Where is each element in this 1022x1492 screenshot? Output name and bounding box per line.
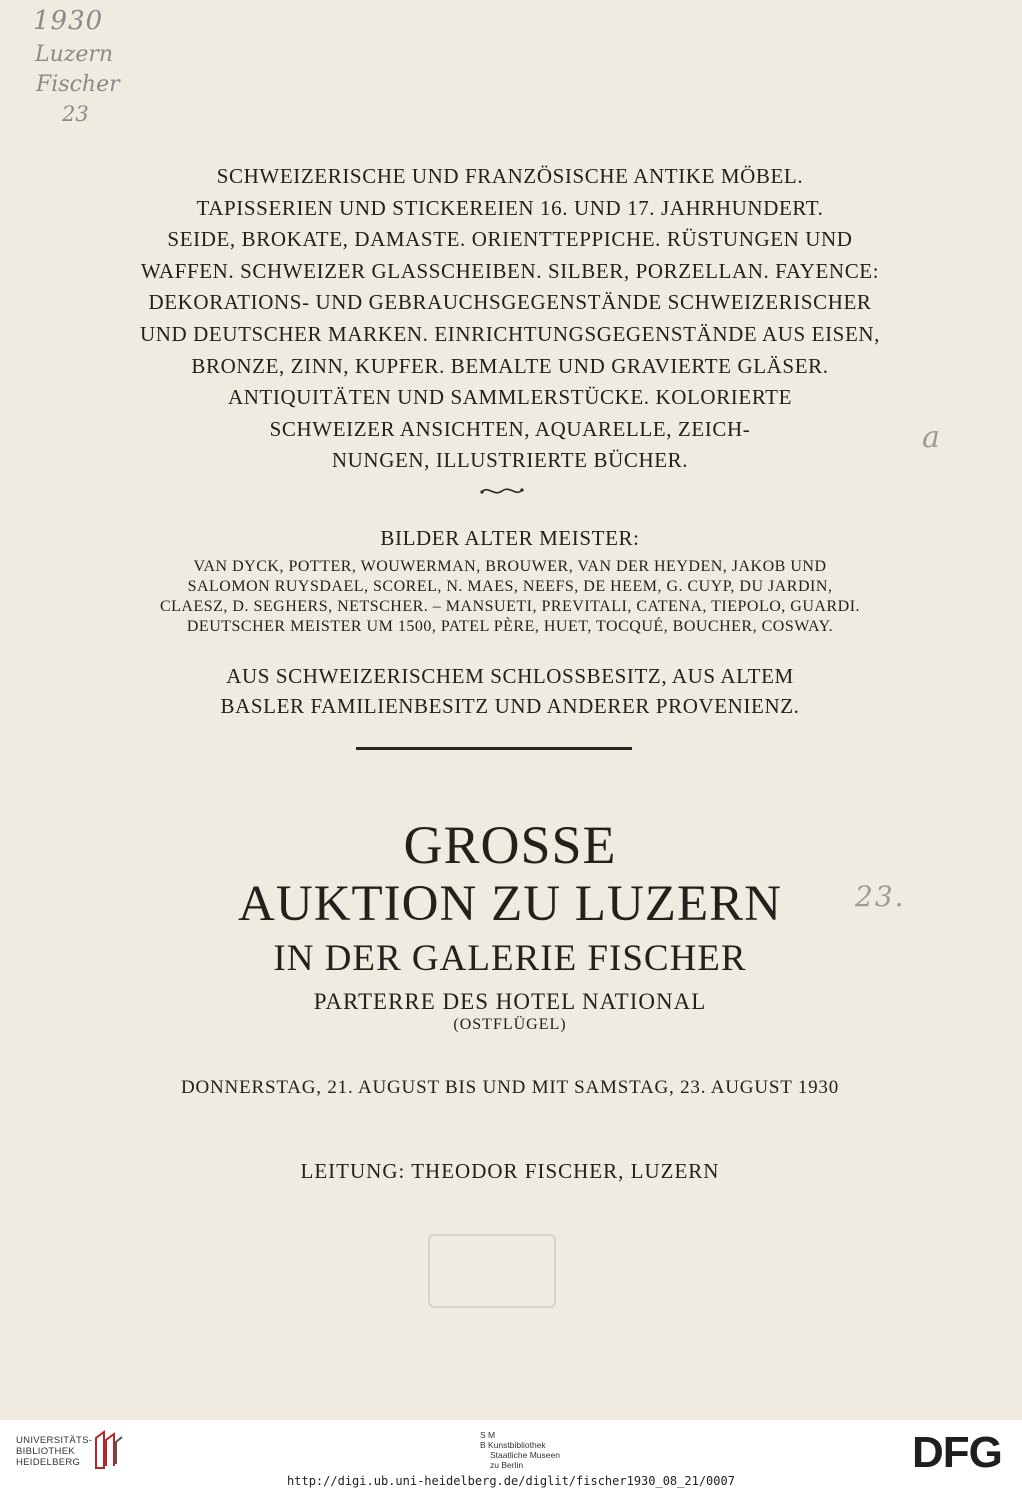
museum-name bbox=[480, 1430, 560, 1470]
intro-line: NUNGEN, ILLUSTRIERTE BÜCHER. bbox=[331, 448, 689, 473]
provenance-line: AUS SCHWEIZERISCHEM SCHLOSSBESITZ, AUS ALTEM bbox=[226, 664, 794, 688]
intro-line: UND DEUTSCHER MARKEN. EINRICHTUNGSGEGENSTÄNDE AUS EISEN, bbox=[139, 321, 880, 346]
library-line: UNIVERSITÄTS- bbox=[16, 1435, 93, 1446]
intro-line: SCHWEIZERISCHE UND FRANZÖSISCHE ANTIKE MÖBEL. bbox=[216, 164, 804, 188]
intro-line: SEIDE, BROKATE, DAMASTE. ORIENTTEPPICHE. RÜSTUNGEN UND bbox=[167, 227, 853, 252]
divider bbox=[356, 747, 632, 750]
masters-line: SALOMON RUYSDAEL, SCOREL, N. MAES, NEEFS, DE HEEM, G. CUYP, DU JARDIN, bbox=[187, 578, 833, 595]
museum-line: S M bbox=[480, 1430, 496, 1440]
auction-title bbox=[60, 816, 960, 1034]
pencil-note-city: Luzern bbox=[35, 42, 114, 67]
intro-text bbox=[60, 161, 960, 477]
provenance-line: BASLER FAMILIENBESITZ UND ANDERER PROVENIENZ. bbox=[220, 694, 800, 718]
pencil-note-number: 23 bbox=[62, 102, 89, 126]
dfg-logo: DFG bbox=[912, 1428, 1002, 1477]
library-name bbox=[16, 1435, 92, 1468]
library-line: BIBLIOTHEK bbox=[16, 1446, 75, 1457]
faint-stamp bbox=[428, 1234, 556, 1308]
museum-line: Staatliche Museen bbox=[490, 1450, 560, 1460]
pencil-note-name: Fischer bbox=[36, 72, 120, 97]
masters-line: VAN DYCK, POTTER, WOUWERMAN, BROUWER, VAN DER HEYDEN, JAKOB UND bbox=[193, 558, 827, 575]
masters-line: CLAESZ, D. SEGHERS, NETSCHER. – MANSUETI, PREVITALI, CATENA, TIEPOLO, GUARDI. bbox=[159, 598, 861, 615]
title-line-1: GROSSE bbox=[403, 815, 617, 875]
pencil-note-letter: a bbox=[922, 420, 940, 455]
masters-heading: BILDER ALTER MEISTER: bbox=[380, 526, 640, 550]
library-logo-icon bbox=[92, 1430, 126, 1470]
intro-line: BRONZE, ZINN, KUPFER. BEMALTE UND GRAVIERTE GLÄSER. bbox=[191, 353, 829, 378]
pencil-note-year: 1930 bbox=[33, 6, 104, 36]
museum-line: zu Berlin bbox=[490, 1460, 524, 1470]
ornament-icon bbox=[478, 483, 526, 499]
masters-line: DEUTSCHER MEISTER UM 1500, PATEL PÈRE, HUET, TOCQUÉ, BOUCHER, COSWAY. bbox=[186, 618, 834, 635]
title-line-2: AUKTION ZU LUZERN bbox=[238, 876, 782, 932]
intro-line: ANTIQUITÄTEN UND SAMMLERSTÜCKE. KOLORIERTE bbox=[227, 385, 793, 410]
intro-line: WAFFEN. SCHWEIZER GLASSCHEIBEN. SILBER, PORZELLAN. FAYENCE: bbox=[140, 258, 880, 283]
pencil-note-margin-number: 23. bbox=[855, 880, 906, 913]
intro-line: SCHWEIZER ANSICHTEN, AQUARELLE, ZEICH- bbox=[269, 416, 751, 441]
dates bbox=[60, 1077, 960, 1099]
provenance-section bbox=[60, 661, 960, 721]
intro-line: DEKORATIONS- UND GEBRAUCHSGEGENSTÄNDE SCHWEIZERISCHER bbox=[148, 290, 872, 315]
leitung bbox=[60, 1159, 960, 1184]
masters-section bbox=[60, 523, 960, 637]
auction-dates: DONNERSTAG, 21. AUGUST BIS UND MIT SAMSTAG, 23. AUGUST 1930 bbox=[180, 1077, 840, 1098]
library-line: HEIDELBERG bbox=[16, 1457, 81, 1468]
venue-wing: (OSTFLÜGEL) bbox=[453, 1016, 567, 1033]
title-line-3: IN DER GALERIE FISCHER bbox=[273, 938, 747, 979]
page-url[interactable]: http://digi.ub.uni-heidelberg.de/diglit/fischer1930_08_21/0007 bbox=[287, 1474, 735, 1488]
museum-line: B Kunstbibliothek bbox=[480, 1440, 546, 1450]
intro-line: TAPISSERIEN UND STICKEREIEN 16. UND 17. JAHRHUNDERT. bbox=[196, 195, 824, 220]
venue: PARTERRE DES HOTEL NATIONAL bbox=[313, 989, 707, 1014]
auction-director: LEITUNG: THEODOR FISCHER, LUZERN bbox=[300, 1159, 720, 1183]
